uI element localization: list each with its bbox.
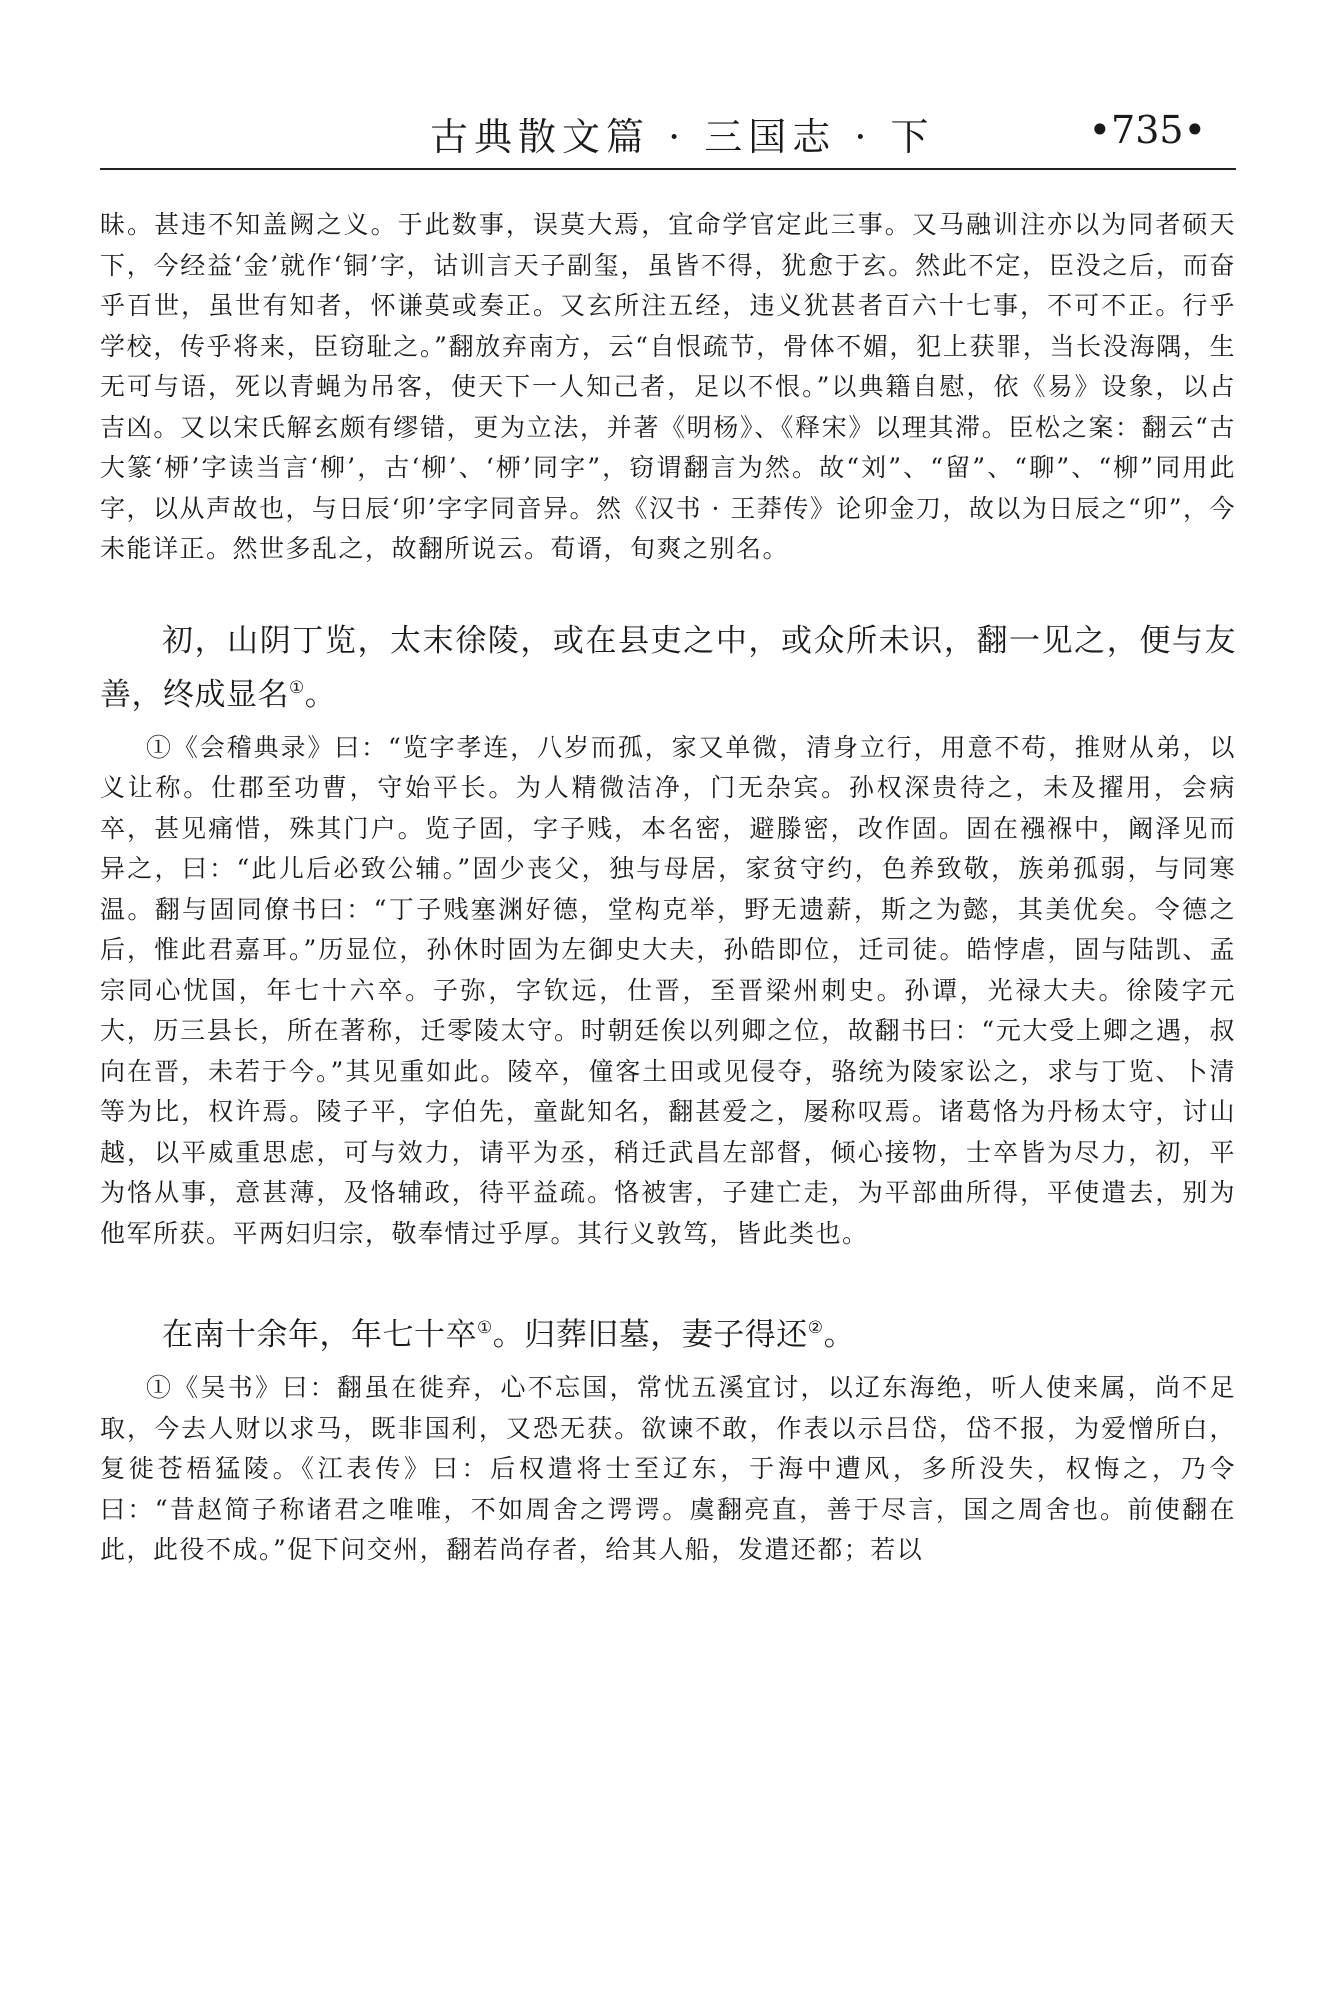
- main-text-mid: 。归葬旧墓，妻子得还: [492, 1317, 808, 1353]
- footnote-marker: ②: [807, 1318, 824, 1339]
- main-text-tail: 。: [823, 1317, 856, 1353]
- footnote-marker: ①: [289, 677, 305, 698]
- main-text-paragraph: [100, 1308, 1236, 1362]
- main-text: 在南十余年，年七十卒: [162, 1317, 477, 1353]
- main-text-tail: 。: [304, 676, 337, 713]
- footnote-marker: ①: [477, 1318, 493, 1339]
- main-text: 初，山阴丁览，太末徐陵，或在县吏之中，或众所未识，翻一见之，便与友善，终成显名: [100, 622, 1236, 713]
- main-text-paragraph: [100, 614, 1236, 722]
- commentary-paragraph: ①《吴书》曰：翻虽在徙弃，心不忘国，常忧五溪宜讨，以辽东海绝，听人使来属，尚不足取，今去人财以求马，既非国利，又恐无获。欲谏不敢，作表以示吕岱，岱不报，为爱憎所白，复徙苍梧猛陵。《江表传》曰：后权遣将士至辽东，于海中遭风，多所没失，权悔之，乃令曰：“昔赵简子称诸君之唯唯，不如周舍之谔谔。虞翻亮直，善于尽言，国之周舍也。前使翻在此，此役不成。”促下问交州，翻若尚存者，给其人船，发遣还都；若以: [100, 1373, 1236, 1564]
- running-title: 古典散文篇 · 三国志 · 下: [430, 115, 935, 159]
- commentary-paragraph: ①《会稽典录》曰：“览字孝连，八岁而孤，家又单微，清身立行，用意不苟，推财从弟，以义让称。仕郡至功曹，守始平长。为人精微洁净，门无杂宾。孙权深贵待之，未及擢用，会病卒，甚见痛惜，殊其门户。览子固，字子贱，本名密，避滕密，改作固。固在襁褓中，阚泽见而异之，曰：“此儿后必致公辅。”固少丧父，独与母居，家贫守约，色养致敬，族弟孤弱，与同寒温。翻与固同僚书曰：“丁子贱塞渊好德，堂构克举，野无遗薪，斯之为懿，其美优矣。令德之后，惟此君嘉耳。”历显位，孙休时固为左御史大夫，孙皓即位，迁司徒。皓悖虐，固与陆凯、孟宗同心忧国，年七十六卒。子弥，字钦远，仕晋，至晋梁州刺史。孙谭，光禄大夫。徐陵字元大，历三县长，所在著称，迁零陵太守。时朝廷俟以列卿之位，故翻书曰：“元大受上卿之遇，叔向在晋，未若于今。”其见重如此。陵卒，僮客土田或见侵夺，骆统为陵家讼之，求与丁览、卜清等为比，权许焉。陵子平，字伯先，童龀知名，翻甚爱之，屡称叹焉。诸葛恪为丹杨太守，讨山越，以平威重思虑，可与效力，请平为丞，稍迁武昌左部督，倾心接物，士卒皆为尽力，初，平为恪从事，意甚薄，及恪辅政，待平益疏。恪被害，子建亡走，为平部曲所得，平使遣去，别为他军所获。平两妇归宗，敬奉情过乎厚。其行义敦笃，皆此类也。: [100, 732, 1236, 1248]
- header-rule: [100, 168, 1236, 170]
- page-header: [100, 106, 1236, 168]
- page-number: •735•: [1088, 108, 1206, 152]
- page-body: [100, 205, 1236, 1571]
- commentary-paragraph: 昧。甚违不知盖阙之义。于此数事，误莫大焉，宜命学官定此三事。又马融训注亦以为同者硕天下，今经益‘金’就作‘铜’字，诂训言天子副玺，虽皆不得，犹愈于玄。然此不定，臣没之后，而奋乎百世，虽世有知者，怀谦莫或奏正。又玄所注五经，违义犹甚者百六十七事，不可不正。行乎学校，传乎将来，臣窃耻之。”翻放弃南方，云“自恨疏节，骨体不媚，犯上获罪，当长没海隅，生无可与语，死以青蝇为吊客，使天下一人知己者，足以不恨。”以典籍自慰，依《易》设象，以占吉凶。又以宋氏解玄颇有缪错，更为立法，并著《明杨》、《释宋》以理其滞。臣松之案：翻云“古大篆‘桺’字读当言‘柳’，古‘柳’、‘桺’同字”，窃谓翻言为然。故“刘”、“留”、“聊”、“柳”同用此字，以从声故也，与日辰‘卯’字字同音异。然《汉书 · 王莽传》论卯金刀，故以为日辰之“卯”，今未能详正。然世多乱之，故翻所说云。荀谞，旬爽之别名。: [100, 210, 1236, 563]
